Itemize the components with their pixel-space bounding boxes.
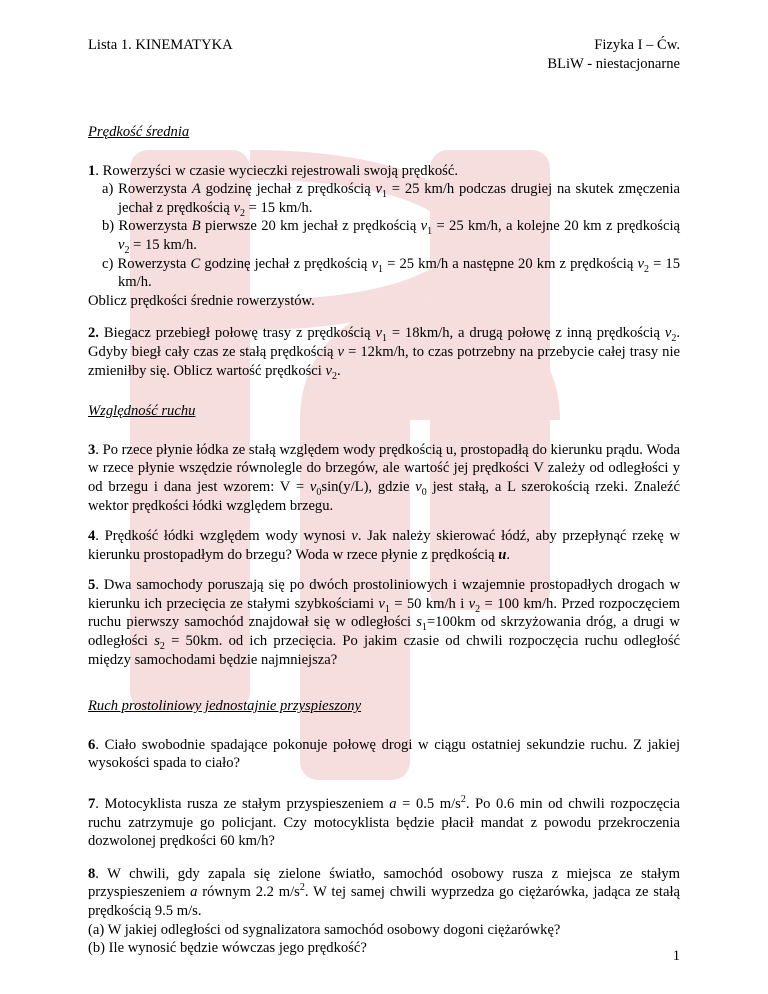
page-header [88, 36, 680, 76]
task-7: 7. Motocyklista rusza ze stałym przyspieszeniem a = 0.5 $m/s^2$. Po 0.6 min od chwili rozpoczęcia ruchu zatrzymuje go policjant. Czy motocyklista będzie płacił mandat z powodu przekroczenia dozwolonej prędkości 60 km/h? [88, 794, 680, 850]
task-8: 8. W chwili, gdy zapala się zielone światło, samochód osobowy rusza z miejsca ze stałym przyspieszeniem a równym 2.2 $m/s^2$. W tej samej chwili wyprzedza go ciężarówka, jadąca ze stałą prędkością 9.5 m/s. (a) W jakiej odległości od sygnalizatora samochód osobowy dogoni ciężarówkę? (b) Ile wynosić będzie wówczas jego prędkość? [88, 865, 680, 957]
section-heading-average-speed: Prędkość średnia [88, 124, 190, 140]
header-course [547, 36, 680, 73]
task-2: 2. Biegacz przebiegł połowę trasy z prędkością $v_1 = 18km/h$, a drugą połowę z inną prędkością $v_2$. Gdyby biegł cały czas ze stałą prędkością v = 12km/h, to czas potrzebny na przebycie całej trasy nie zmieniłby się. Oblicz wartość prędkości $v_2$. [88, 325, 680, 382]
task-3: 3. Po rzece płynie łódka ze stałą względem wody prędkością u, prostopadłą do kierunku prądu. Woda w rzece płynie wszędzie równolegle do brzegów, ale wartość jej prędkości V zależy od odległości y od brzegu i dana jest wzorem: $V = v_0\sin(y/L)$, gdzie $v_0$ jest stałą, a L szerokością rzeki. Znaleźć wektor prędkości łódki względem brzegu. [88, 441, 680, 514]
header-course-line2: BLiW - niestacjonarne [547, 55, 680, 72]
section-heading-accelerated-motion: Ruch prostoliniowy jednostajnie przyspieszony [88, 698, 362, 715]
task-5: 5. Dwa samochody poruszają się po dwóch prostoliniowych i wzajemnie prostopadłych drogach w kierunku ich przecięcia ze stałymi szybkościami $v_1 = 50$ km/h i $v_2 = 100$ km/h. Przed rozpoczęciem ruchu pierwszy samochód znajdował się w odległości $s_1=100km$ od skrzyżowania dróg, a drugi w odległości $s_2 = 50km$. od ich przecięcia. Po jakim czasie od chwili rozpoczęcia ruchu odległość między samochodami będzie najmniejsza? [88, 577, 680, 668]
task-4: 4. Prędkość łódki względem wody wynosi v. Jak należy skierować łódź, aby przepłynąć rzekę w kierunku prostopadłym do brzegu? Woda w rzece płynie z prędkością u. [88, 528, 680, 563]
task-1: 1. Rowerzyści w czasie wycieczki rejestrowali swoją prędkość. a) Rowerzysta A godzinę jechał z prędkością $v_1 = 25$ km/h podczas drugiej na skutek zmęczenia jechał z prędkością $v_2 = 15$ km/h. b) Rowerzysta B pierwsze 20 km jechał z prędkością $v_1 = 25$ km/h, a kolejne 20 km z prędkością $v_2 = 15$ km/h. c) Rowerzysta C godzinę jechał z prędkością $v_1 = 25$ km/h a następne 20 km z prędkością $v_2 = 15$ km/h. Oblicz prędkości średnie rowerzystów. [88, 162, 681, 309]
task-6: 6. Ciało swobodnie spadające pokonuje połowę drogi w ciągu ostatniej sekundzie ruchu. Z jakiej wysokości spada to ciało? [88, 736, 680, 772]
section-heading-relative-motion: Względność ruchu [88, 403, 196, 420]
header-title: Lista 1. KINEMATYKA [88, 37, 233, 53]
task-number: 1 [88, 162, 96, 179]
header-course-line1: Fizyka I – Ćw. [594, 37, 680, 53]
page-number: 1 [672, 948, 680, 964]
